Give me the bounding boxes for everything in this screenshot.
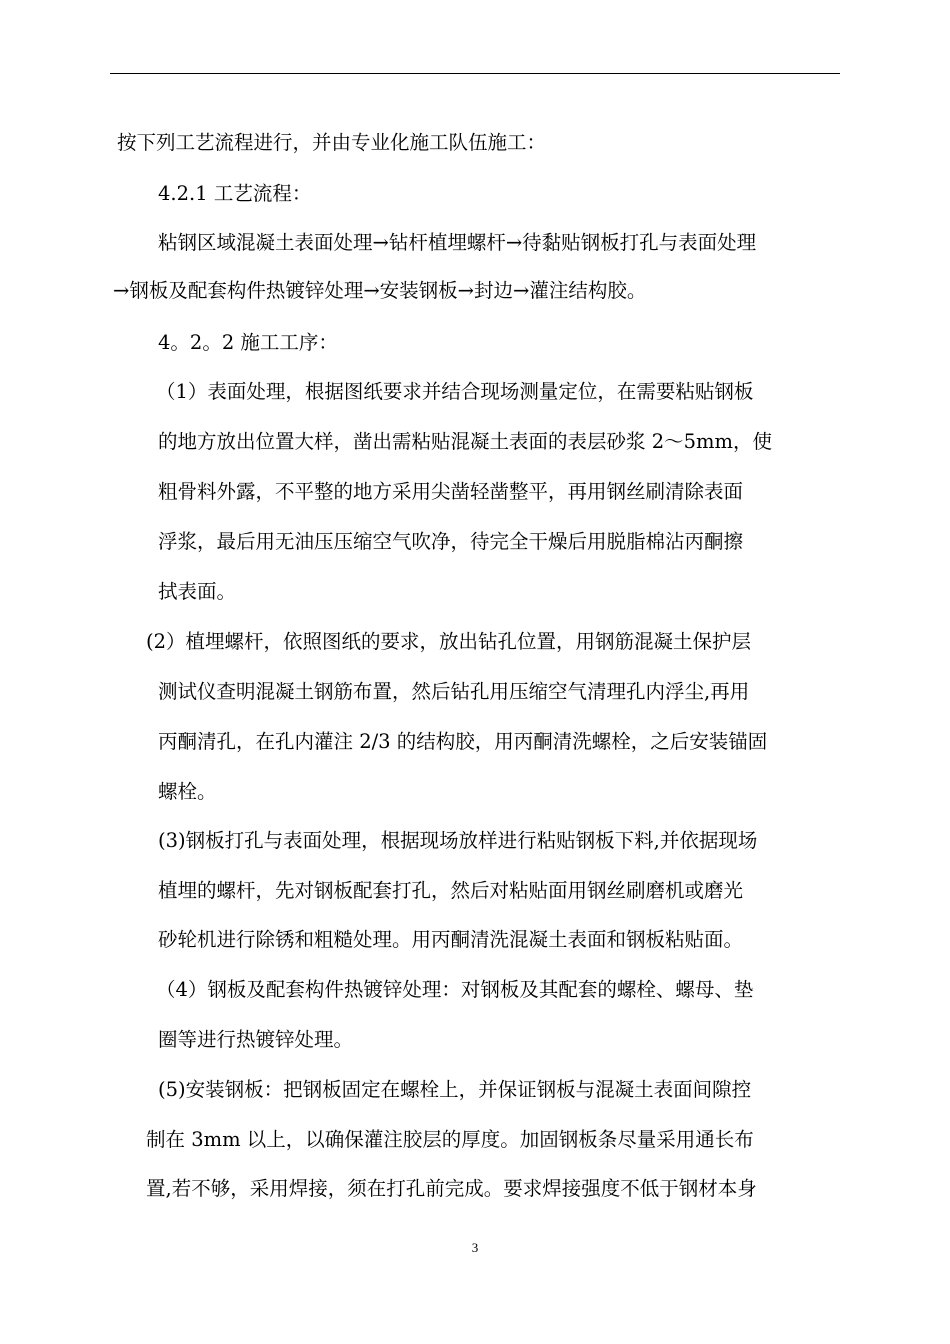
text-line: （1）表面处理，根据图纸要求并结合现场测量定位，在需要粘贴钢板 bbox=[156, 380, 754, 403]
text-line: 浮浆，最后用无油压压缩空气吹净，待完全干燥后用脱脂棉沾丙酮擦 bbox=[158, 530, 744, 553]
header-rule bbox=[110, 73, 840, 74]
text-line: (5)安装钢板：把钢板固定在螺栓上，并保证钢板与混凝土表面间隙控 bbox=[158, 1078, 752, 1101]
text-line: 测试仪查明混凝土钢筋布置，然后钻孔用压缩空气清理孔内浮尘,再用 bbox=[158, 680, 750, 703]
text-line: →钢板及配套构件热镀锌处理→安装钢板→封边→灌注结构胶。 bbox=[113, 279, 647, 302]
text-line: (2）植埋螺杆，依照图纸的要求，放出钻孔位置，用钢筋混凝土保护层 bbox=[146, 630, 752, 653]
text-line: 制在 3mm 以上，以确保灌注胶层的厚度。加固钢板条尽量采用通长布 bbox=[146, 1128, 754, 1151]
text-line: 置,若不够，采用焊接，须在打孔前完成。要求焊接强度不低于钢材本身 bbox=[146, 1177, 757, 1200]
text-line: 螺栓。 bbox=[158, 780, 217, 803]
text-line: 粘钢区域混凝土表面处理→钻杆植埋螺杆→待黏贴钢板打孔与表面处理 bbox=[158, 231, 757, 254]
text-line: 植埋的螺杆，先对钢板配套打孔，然后对粘贴面用钢丝刷磨机或磨光 bbox=[158, 879, 744, 902]
text-line: 的地方放出位置大样，凿出需粘贴混凝土表面的表层砂浆 2～5mm，使 bbox=[158, 430, 772, 453]
text-line: （4）钢板及配套构件热镀锌处理：对钢板及其配套的螺栓、螺母、垫 bbox=[156, 978, 754, 1001]
text-line: 拭表面。 bbox=[158, 580, 237, 603]
text-line: 按下列工艺流程进行，并由专业化施工队伍施工： bbox=[117, 131, 547, 154]
text-line: 丙酮清孔，在孔内灌注 2/3 的结构胶，用丙酮清洗螺栓，之后安装锚固 bbox=[158, 730, 768, 753]
section-heading: 4.2.1 工艺流程： bbox=[158, 182, 312, 205]
text-line: 砂轮机进行除锈和粗糙处理。用丙酮清洗混凝土表面和钢板粘贴面。 bbox=[158, 928, 744, 951]
text-line: 圈等进行热镀锌处理。 bbox=[158, 1028, 354, 1051]
section-heading: 4。2。2 施工工序： bbox=[158, 331, 338, 354]
text-line: (3)钢板打孔与表面处理，根据现场放样进行粘贴钢板下料,并依据现场 bbox=[158, 829, 758, 852]
text-line: 粗骨料外露，不平整的地方采用尖凿轻凿整平，再用钢丝刷清除表面 bbox=[158, 480, 744, 503]
page-number: 3 bbox=[471, 1240, 479, 1255]
